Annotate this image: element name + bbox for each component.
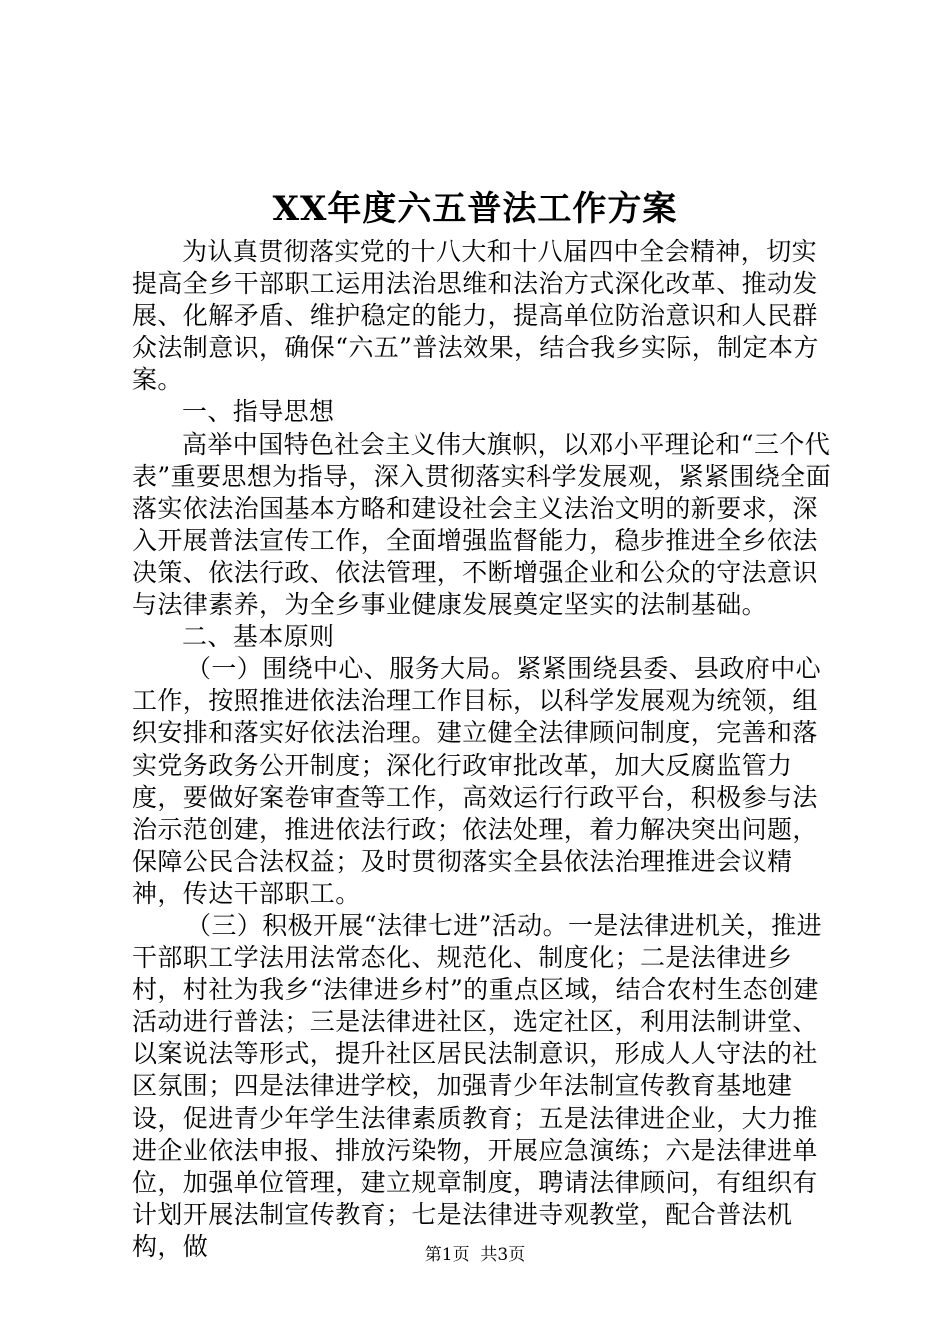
paragraph-principle-one: （一）围绕中心、服务大局。紧紧围绕县委、县政府中心工作，按照推进依法治理工作目标，以科学发展观为统领，组织安排和落实好依法治理。建立健全法律顾问制度，完善和落实党务政务公开制度；深化行政审批改革，加大反腐监管力度，要做好案卷审查等工作，高效运行行政平台，积极参与法治示范创建，推进依法行政；依法处理，着力解决突出问题，保障公民合法权益；及时贯彻落实全县依法治理推进会议精神，传达干部职工。 [132,654,822,908]
paragraph-guiding-thought: 高举中国特色社会主义伟大旗帜，以邓小平理论和“三个代表”重要思想为指导，深入贯彻落实科学发展观，紧紧围绕全面落实依法治国基本方略和建设社会主义法治文明的新要求，深入开展普法宣传工作，全面增强监督能力，稳步推进全乡依法决策、依法行政、依法管理，不断增强企业和公众的守法意识与法律素养，为全乡事业健康发展奠定坚实的法制基础。 [132,429,831,620]
section-heading-guiding-thought: 一、指导思想 [182,397,335,427]
paragraph-intro: 为认真贯彻落实党的十八大和十八届四中全会精神，切实提高全乡干部职工运用法治思维和法治方式深化改革、推动发展、化解矛盾、维护稳定的能力，提高单位防治意识和人民群众法制意识，确保“六五”普法效果，结合我乡实际，制定本方案。 [132,237,819,395]
document-body [132,236,832,1263]
section-heading-basic-principles: 二、基本原则 [182,622,335,652]
page-number: 第1页 [424,1245,470,1265]
page-total: 共3页 [480,1245,526,1265]
paragraph-principle-three: （三）积极开展“法律七进”活动。一是法律进机关，推进干部职工学法用法常态化、规范化、制度化；二是法律进乡村，村社为我乡“法律进乡村”的重点区域，结合农村生态创建活动进行普法；三是法律进社区，选定社区，利用法制讲堂、以案说法等形式，提升社区居民法制意识，形成人人守法的社区氛围；四是法律进学校，加强青少年法制宣传教育基地建设，促进青少年学生法律素质教育；五是法律进企业，大力推进企业依法申报、排放污染物，开展应急演练；六是法律进单位，加强单位管理，建立规章制度，聘请法律顾问，有组织有计划开展法制宣传教育；七是法律进寺观教堂，配合普法机构，做 [132,910,822,1261]
page-footer [0,1244,950,1266]
document-title: XX年度六五普法工作方案 [272,189,678,229]
